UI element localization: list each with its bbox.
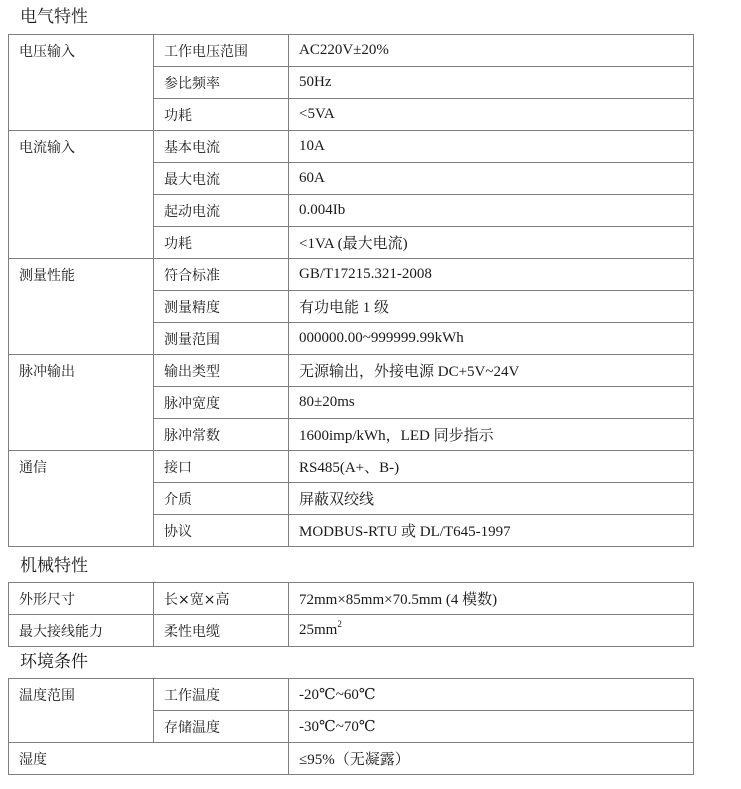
param-label: 测量范围	[154, 323, 289, 355]
param-label: 符合标准	[154, 259, 289, 291]
param-label: 工作温度	[154, 679, 289, 711]
group-label: 湿度	[9, 743, 289, 775]
param-label: 长×宽×高	[154, 583, 289, 615]
param-value: RS485(A+、B-)	[289, 451, 694, 483]
param-value: GB/T17215.321-2008	[289, 259, 694, 291]
param-label: 工作电压范围	[154, 35, 289, 67]
table-row	[9, 679, 694, 711]
param-value: <1VA (最大电流)	[289, 227, 694, 259]
param-value: 0.004Ib	[289, 195, 694, 227]
param-value: 72mm×85mm×70.5mm (4 模数)	[289, 583, 694, 615]
param-label: 接口	[154, 451, 289, 483]
param-label: 功耗	[154, 227, 289, 259]
group-label: 电压输入	[9, 35, 154, 131]
param-label: 测量精度	[154, 291, 289, 323]
param-value-text: 25mm	[299, 622, 338, 638]
table-row	[9, 451, 694, 483]
param-value: 80±20ms	[289, 387, 694, 419]
param-label: 柔性电缆	[154, 615, 289, 647]
param-value: 60A	[289, 163, 694, 195]
electrical-spec-table	[8, 34, 694, 547]
param-value: 50Hz	[289, 67, 694, 99]
table-row	[9, 583, 694, 615]
param-label: 参比频率	[154, 67, 289, 99]
param-value: MODBUS-RTU 或 DL/T645-1997	[289, 515, 694, 547]
table-row	[9, 35, 694, 67]
environment-spec-table	[8, 678, 694, 775]
group-label: 通信	[9, 451, 154, 547]
param-label: 脉冲宽度	[154, 387, 289, 419]
param-value: 000000.00~999999.99kWh	[289, 323, 694, 355]
param-label: 介质	[154, 483, 289, 515]
param-label: 基本电流	[154, 131, 289, 163]
group-label: 温度范围	[9, 679, 154, 743]
group-label: 外形尺寸	[9, 583, 154, 615]
table-row	[9, 355, 694, 387]
param-label: 起动电流	[154, 195, 289, 227]
section-title-electrical: 电气特性	[20, 7, 88, 27]
param-value	[289, 615, 694, 647]
param-label: 存储温度	[154, 711, 289, 743]
section-title-environment: 环境条件	[20, 652, 88, 672]
param-value-superscript: 2	[337, 619, 342, 629]
param-label: 输出类型	[154, 355, 289, 387]
param-value: ≤95%（无凝露）	[289, 743, 694, 775]
table-row	[9, 743, 694, 775]
table-row	[9, 131, 694, 163]
param-value: AC220V±20%	[289, 35, 694, 67]
section-title-mechanical: 机械特性	[20, 556, 88, 576]
group-label: 电流输入	[9, 131, 154, 259]
group-label: 脉冲输出	[9, 355, 154, 451]
param-value: 无源输出，外接电源 DC+5V~24V	[289, 355, 694, 387]
group-label: 测量性能	[9, 259, 154, 355]
param-label: 最大电流	[154, 163, 289, 195]
param-value: <5VA	[289, 99, 694, 131]
param-value: -30℃~70℃	[289, 711, 694, 743]
param-label: 协议	[154, 515, 289, 547]
table-row	[9, 259, 694, 291]
param-value: 有功电能 1 级	[289, 291, 694, 323]
param-value: -20℃~60℃	[289, 679, 694, 711]
table-row	[9, 615, 694, 647]
mechanical-spec-table	[8, 582, 694, 647]
param-value: 10A	[289, 131, 694, 163]
param-value: 屏蔽双绞线	[289, 483, 694, 515]
param-label: 脉冲常数	[154, 419, 289, 451]
param-label: 功耗	[154, 99, 289, 131]
param-value: 1600imp/kWh，LED 同步指示	[289, 419, 694, 451]
group-label: 最大接线能力	[9, 615, 154, 647]
